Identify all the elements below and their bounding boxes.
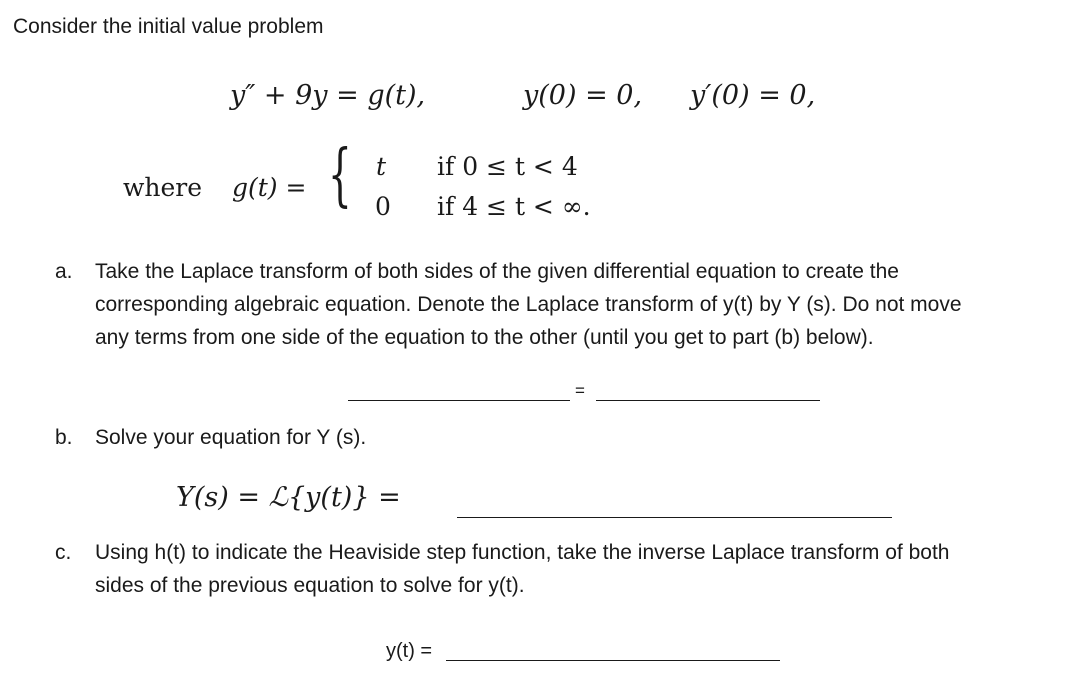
initial-condition-y: y(0) = 0, xyxy=(523,80,643,111)
intro-text: Consider the initial value problem xyxy=(13,15,324,38)
part-c-marker: c. xyxy=(55,541,72,564)
part-b-marker: b. xyxy=(55,426,73,449)
g-definition: g(t) = xyxy=(232,173,307,202)
part-b-formula: Y(s) = ℒ{y(t)} = xyxy=(176,482,401,513)
part-a-line3: any terms from one side of the equation to the other (until you get to part (b) below). xyxy=(95,326,874,349)
part-c-line1: Using h(t) to indicate the Heaviside step function, take the inverse Laplace transform of both xyxy=(95,541,950,564)
case1-value: t xyxy=(376,152,387,181)
part-a-answer-left-blank[interactable] xyxy=(348,400,570,401)
part-b-text: Solve your equation for Y (s). xyxy=(95,426,367,449)
part-b-answer-blank[interactable] xyxy=(457,517,892,518)
part-c-line2: sides of the previous equation to solve for y(t). xyxy=(95,574,525,597)
part-a-line2: corresponding algebraic equation. Denote the Laplace transform of y(t) by Y (s). Do not move xyxy=(95,293,962,316)
case1-condition: if 0 ≤ t < 4 xyxy=(437,152,578,181)
part-a-marker: a. xyxy=(55,260,73,283)
initial-condition-yprime: y′(0) = 0, xyxy=(690,80,816,111)
part-c-answer-blank[interactable] xyxy=(446,660,780,661)
part-c-answer-label: y(t) = xyxy=(386,640,433,662)
ode-equation: y″ + 9y = g(t), xyxy=(230,80,426,111)
part-a-line1: Take the Laplace transform of both sides of the given differential equation to create the xyxy=(95,260,899,283)
part-a-equals-sign: = xyxy=(575,381,585,400)
case2-condition: if 4 ≤ t < ∞. xyxy=(437,192,591,221)
left-brace-icon: { xyxy=(328,136,352,215)
case2-value: 0 xyxy=(375,192,391,221)
where-label: where xyxy=(123,173,203,202)
part-a-answer-right-blank[interactable] xyxy=(596,400,820,401)
